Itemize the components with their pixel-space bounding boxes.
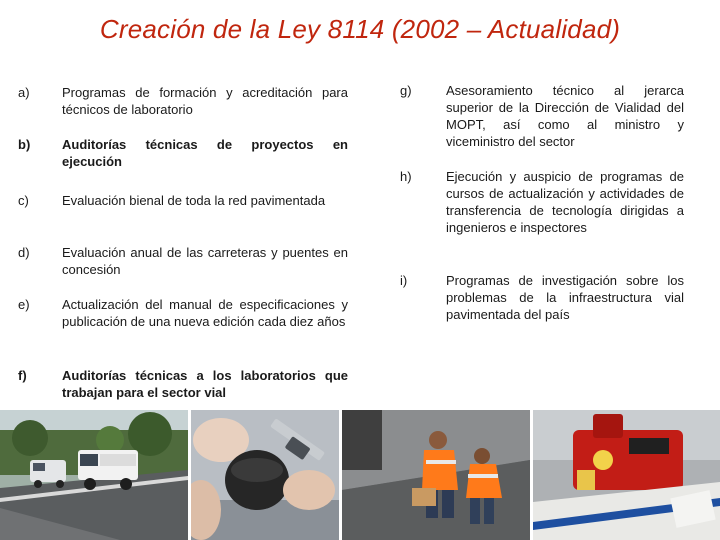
item-letter: c) (18, 193, 29, 208)
item-letter: d) (18, 245, 30, 260)
photo-strip (0, 410, 720, 540)
item-text: Auditorías técnicas de proyectos en ejecución (62, 137, 348, 169)
item-letter: e) (18, 297, 30, 312)
lab-instrument-photo (533, 410, 720, 540)
item-text: Asesoramiento técnico al jerarca superior de la Dirección de Vialidad del MOPT, así como al ministro y viceministro del sector (446, 83, 684, 149)
item-letter: h) (400, 169, 412, 184)
field-workers-photo (342, 410, 530, 540)
item-letter: a) (18, 85, 30, 100)
item-letter: f) (18, 368, 27, 383)
road-trucks-photo (0, 410, 188, 540)
item-text: Auditorías técnicas a los laboratorios que trabajan para el sector vial (62, 368, 348, 400)
item-text: Programas de investigación sobre los problemas de la infraestructura vial pavimentada del país (446, 273, 684, 322)
item-letter: b) (18, 137, 31, 152)
page-title: Creación de la Ley 8114 (2002 – Actualidad) (99, 14, 621, 44)
item-letter: g) (400, 83, 412, 98)
item-text: Evaluación anual de las carreteras y puentes en concesión (62, 245, 348, 277)
asphalt-core-caliper-photo (191, 410, 339, 540)
item-text: Programas de formación y acreditación para técnicos de laboratorio (62, 85, 348, 117)
item-text: Actualización del manual de especificaciones y publicación de una nueva edición cada diez años (62, 297, 348, 329)
item-letter: i) (400, 273, 408, 288)
item-text: Ejecución y auspicio de programas de cursos de actualización y actividades de transferencia de tecnología dirigidas a ingenieros e inspectores (446, 169, 684, 235)
item-text: Evaluación bienal de toda la red pavimentada (62, 193, 326, 208)
